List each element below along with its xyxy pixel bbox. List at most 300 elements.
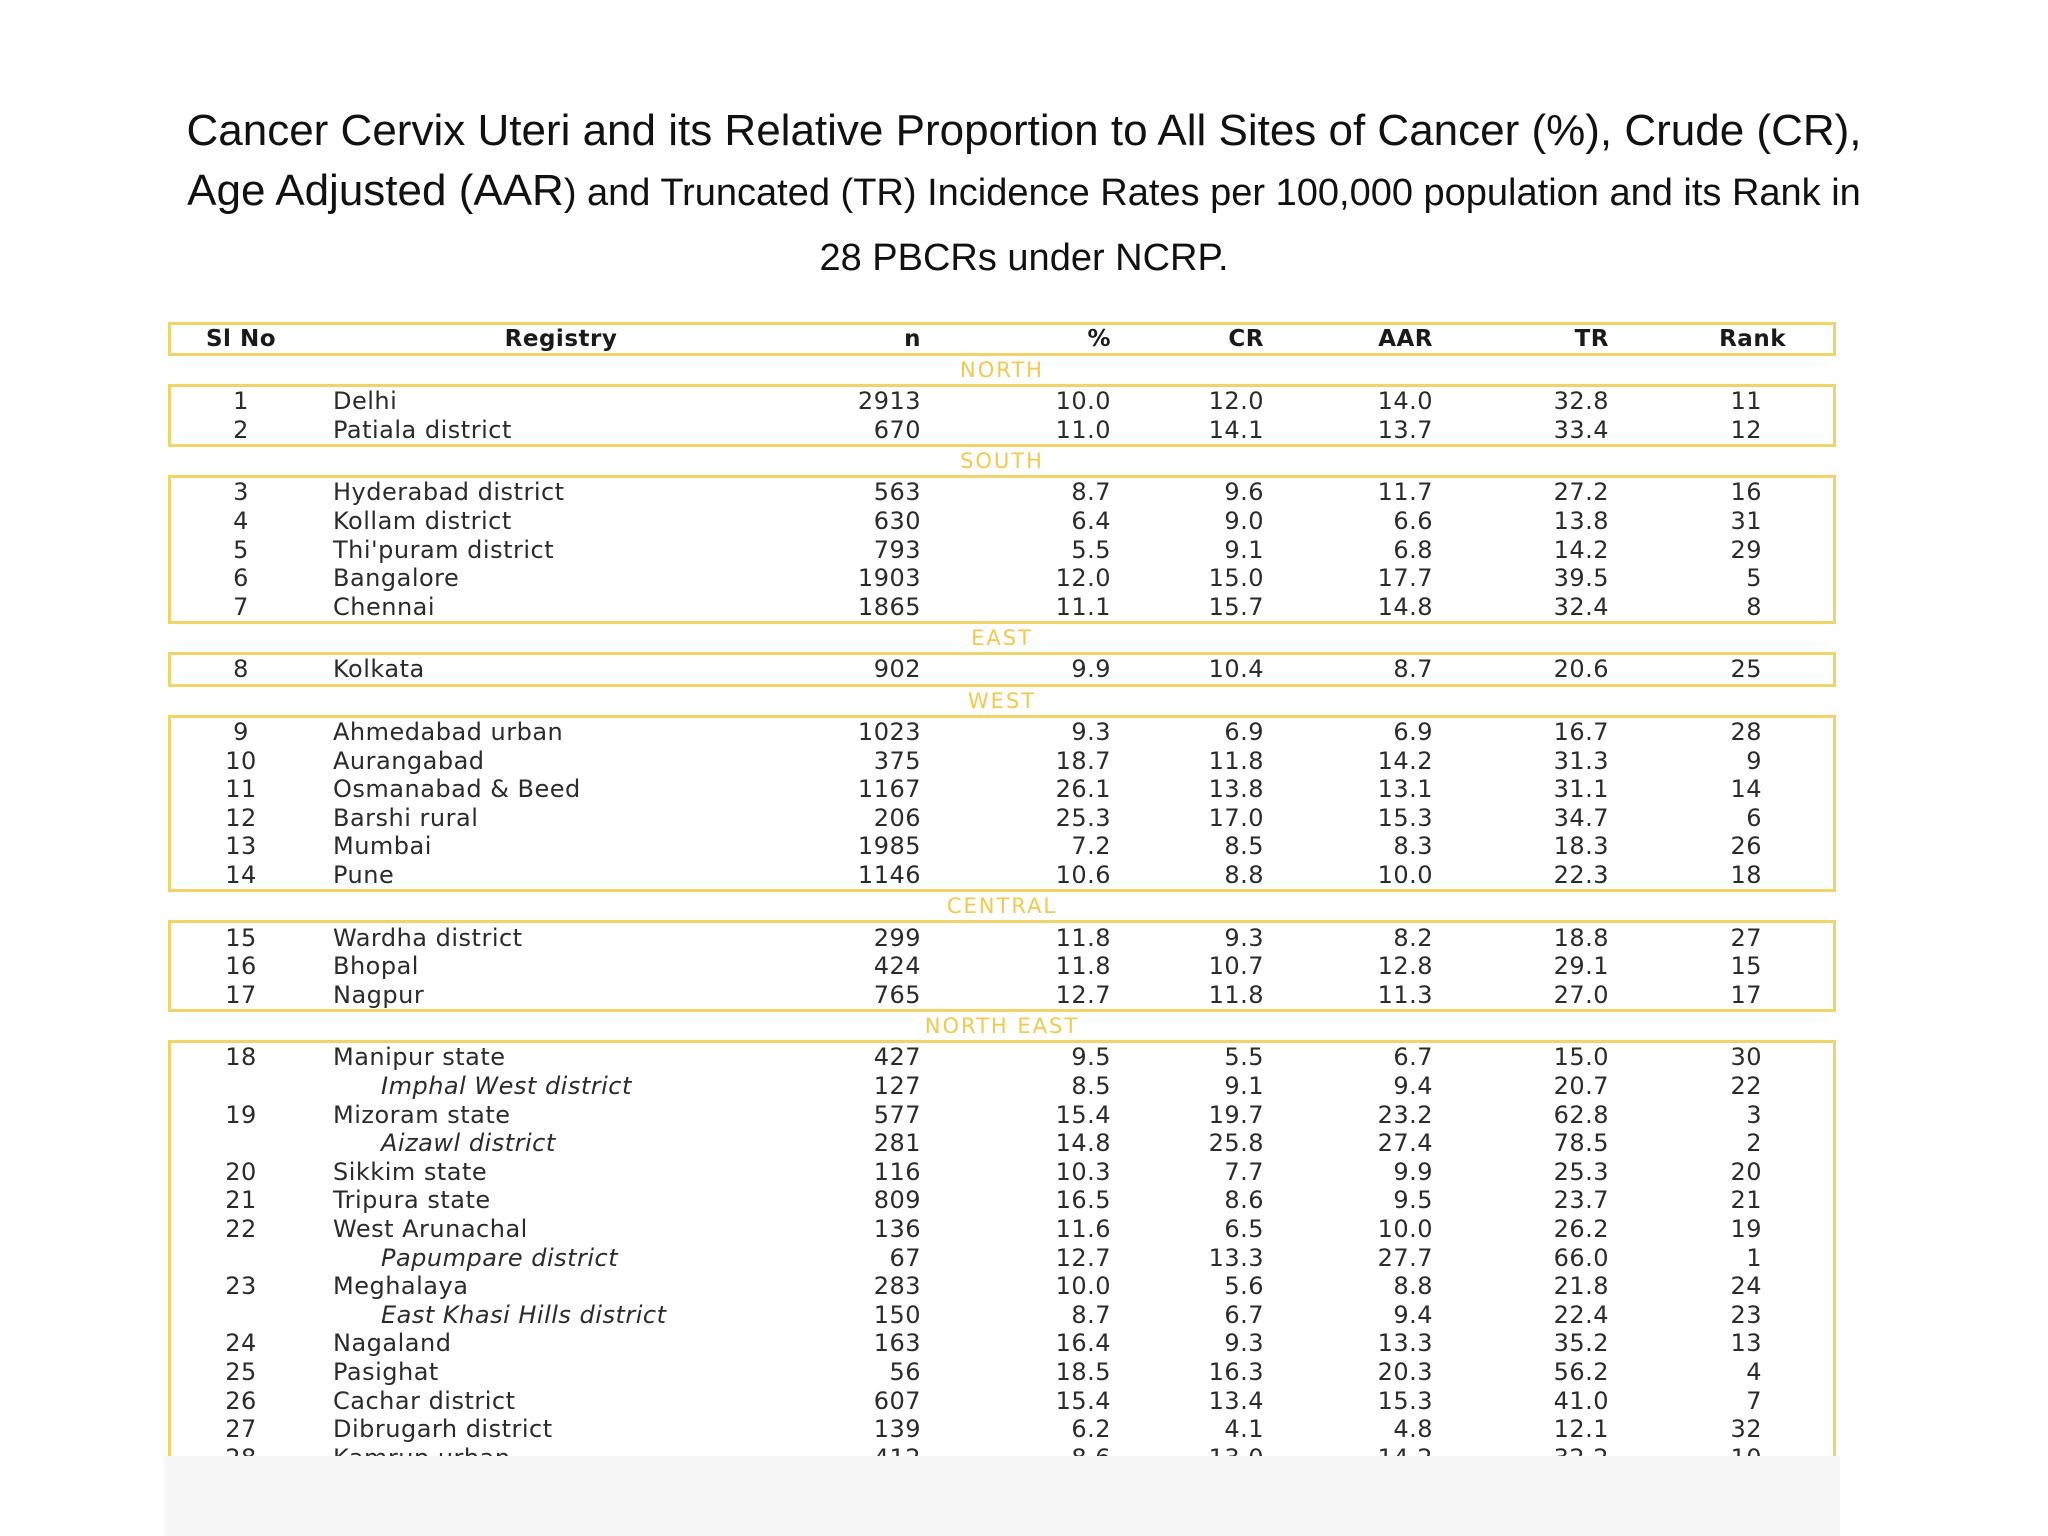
cell-sl-no: 3 xyxy=(233,478,249,507)
cell-tr: 34.7 xyxy=(1553,803,1609,832)
cell-aar: 8.8 xyxy=(1393,1272,1433,1301)
cell-sl-no: 4 xyxy=(233,507,249,536)
cell-sl-no: 27 xyxy=(225,1415,257,1444)
cell-n: 2913 xyxy=(857,387,921,416)
cell-tr: 16.7 xyxy=(1553,718,1609,747)
cell-cr: 8.6 xyxy=(1224,1186,1264,1215)
cell-tr: 32.4 xyxy=(1553,592,1609,621)
cell-percent: 9.9 xyxy=(1071,655,1111,684)
table-row xyxy=(171,1272,1833,1301)
cell-sl-no: 5 xyxy=(233,535,249,564)
cell-tr: 66.0 xyxy=(1553,1243,1609,1272)
title-line-2b: ) and Truncated (TR) Incidence Rates per 100,000 population and its Rank in xyxy=(563,172,1861,214)
cell-cr: 25.8 xyxy=(1208,1129,1264,1158)
cell-registry: Chennai xyxy=(333,592,436,621)
cell-sl-no: 13 xyxy=(225,832,257,861)
cell-rank: 28 xyxy=(1730,718,1762,747)
cell-cr: 9.1 xyxy=(1224,535,1264,564)
cell-aar: 23.2 xyxy=(1377,1100,1433,1129)
cell-registry: Hyderabad district xyxy=(333,478,565,507)
page-title xyxy=(100,100,1948,286)
cell-aar: 17.7 xyxy=(1377,564,1433,593)
cell-tr: 20.7 xyxy=(1553,1071,1609,1100)
table-row xyxy=(171,1329,1833,1358)
title-line-3: 28 PBCRs under NCRP. xyxy=(819,237,1229,279)
bottom-shade xyxy=(164,1456,1840,1536)
cell-percent: 10.0 xyxy=(1055,1272,1111,1301)
cell-cr: 15.7 xyxy=(1208,592,1264,621)
table-row xyxy=(171,952,1833,981)
cell-n: 127 xyxy=(873,1071,921,1100)
cell-sl-no: 23 xyxy=(225,1272,257,1301)
cell-aar: 9.4 xyxy=(1393,1071,1433,1100)
cell-rank: 26 xyxy=(1730,832,1762,861)
cell-rank: 31 xyxy=(1730,507,1762,536)
cell-percent: 18.7 xyxy=(1055,746,1111,775)
cell-tr: 62.8 xyxy=(1553,1100,1609,1129)
cell-n: 283 xyxy=(873,1272,921,1301)
cell-percent: 15.4 xyxy=(1055,1100,1111,1129)
cell-aar: 11.3 xyxy=(1377,980,1433,1009)
cell-registry: Meghalaya xyxy=(333,1272,469,1301)
table-row xyxy=(171,1386,1833,1415)
cell-tr: 39.5 xyxy=(1553,564,1609,593)
cell-cr: 19.7 xyxy=(1208,1100,1264,1129)
cell-aar: 15.3 xyxy=(1377,1386,1433,1415)
header-cr: CR xyxy=(1228,326,1264,352)
cell-registry: Sikkim state xyxy=(333,1157,488,1186)
region-group xyxy=(168,384,1836,447)
cell-percent: 6.4 xyxy=(1071,507,1111,536)
cell-aar: 6.6 xyxy=(1393,507,1433,536)
cell-n: 630 xyxy=(873,507,921,536)
cell-cr: 16.3 xyxy=(1208,1357,1264,1386)
cell-percent: 7.2 xyxy=(1071,832,1111,861)
cell-registry: Papumpare district xyxy=(381,1243,619,1272)
cell-n: 299 xyxy=(873,923,921,952)
cell-tr: 31.3 xyxy=(1553,746,1609,775)
header-row xyxy=(171,325,1833,353)
cell-sl-no: 10 xyxy=(225,746,257,775)
cell-percent: 16.4 xyxy=(1055,1329,1111,1358)
cell-tr: 25.3 xyxy=(1553,1157,1609,1186)
cell-cr: 7.7 xyxy=(1224,1157,1264,1186)
cell-percent: 16.5 xyxy=(1055,1186,1111,1215)
cell-cr: 9.6 xyxy=(1224,478,1264,507)
cell-rank: 22 xyxy=(1730,1071,1762,1100)
cell-tr: 13.8 xyxy=(1553,507,1609,536)
cell-rank: 27 xyxy=(1730,923,1762,952)
header-aar: AAR xyxy=(1378,326,1433,352)
cell-percent: 6.2 xyxy=(1071,1415,1111,1444)
cell-registry: Tripura state xyxy=(333,1186,491,1215)
table-row xyxy=(171,1186,1833,1215)
cell-registry: East Khasi Hills district xyxy=(381,1300,667,1329)
cell-percent: 11.6 xyxy=(1055,1214,1111,1243)
cell-rank: 11 xyxy=(1730,387,1762,416)
cell-n: 765 xyxy=(873,980,921,1009)
cell-sl-no: 15 xyxy=(225,923,257,952)
table-row xyxy=(171,1072,1833,1101)
cell-percent: 12.0 xyxy=(1055,564,1111,593)
cell-percent: 26.1 xyxy=(1055,775,1111,804)
table-row xyxy=(171,564,1833,593)
cell-registry: Bhopal xyxy=(333,952,419,981)
cell-aar: 15.3 xyxy=(1377,803,1433,832)
cell-aar: 12.8 xyxy=(1377,952,1433,981)
cell-sl-no: 24 xyxy=(225,1329,257,1358)
cell-rank: 20 xyxy=(1730,1157,1762,1186)
cell-percent: 11.8 xyxy=(1055,952,1111,981)
cell-n: 424 xyxy=(873,952,921,981)
cell-tr: 21.8 xyxy=(1553,1272,1609,1301)
cell-registry: Ahmedabad urban xyxy=(333,718,564,747)
cell-tr: 12.1 xyxy=(1553,1415,1609,1444)
cell-percent: 8.7 xyxy=(1071,1300,1111,1329)
cell-cr: 10.7 xyxy=(1208,952,1264,981)
cell-registry: Thi'puram district xyxy=(333,535,555,564)
cell-cr: 12.0 xyxy=(1208,387,1264,416)
cell-percent: 11.1 xyxy=(1055,592,1111,621)
cell-aar: 9.9 xyxy=(1393,1157,1433,1186)
region-label: NORTH xyxy=(960,358,1044,382)
cell-rank: 4 xyxy=(1746,1357,1762,1386)
cell-tr: 18.8 xyxy=(1553,923,1609,952)
cell-tr: 56.2 xyxy=(1553,1357,1609,1386)
cell-sl-no: 14 xyxy=(225,861,257,890)
cell-sl-no: 8 xyxy=(233,655,249,684)
table-row xyxy=(171,923,1833,952)
region-label: SOUTH xyxy=(960,449,1044,474)
cell-percent: 12.7 xyxy=(1055,980,1111,1009)
header-n: n xyxy=(904,326,921,352)
cell-percent: 10.0 xyxy=(1055,387,1111,416)
cell-n: 1903 xyxy=(857,564,921,593)
cell-rank: 19 xyxy=(1730,1214,1762,1243)
table-row xyxy=(171,478,1833,507)
cell-n: 281 xyxy=(873,1129,921,1158)
cell-registry: Wardha district xyxy=(333,923,523,952)
header-percent: % xyxy=(1087,326,1111,352)
table-row xyxy=(171,655,1833,684)
cell-tr: 41.0 xyxy=(1553,1386,1609,1415)
cell-aar: 9.4 xyxy=(1393,1300,1433,1329)
cell-rank: 14 xyxy=(1730,775,1762,804)
cell-rank: 5 xyxy=(1746,564,1762,593)
cell-registry: Nagaland xyxy=(333,1329,452,1358)
cell-registry: Kollam district xyxy=(333,507,512,536)
cell-n: 793 xyxy=(873,535,921,564)
cell-sl-no: 26 xyxy=(225,1386,257,1415)
cell-aar: 8.7 xyxy=(1393,655,1433,684)
header-rank: Rank xyxy=(1719,326,1786,352)
cell-aar: 14.2 xyxy=(1377,746,1433,775)
cell-aar: 6.8 xyxy=(1393,535,1433,564)
cell-registry: Delhi xyxy=(333,387,398,416)
cell-rank: 23 xyxy=(1730,1300,1762,1329)
cell-cr: 9.1 xyxy=(1224,1071,1264,1100)
cell-n: 139 xyxy=(873,1415,921,1444)
cell-registry: Cachar district xyxy=(333,1386,516,1415)
cell-percent: 8.5 xyxy=(1071,1071,1111,1100)
cell-aar: 8.3 xyxy=(1393,832,1433,861)
cell-aar: 11.7 xyxy=(1377,478,1433,507)
cell-sl-no: 22 xyxy=(225,1214,257,1243)
cell-rank: 8 xyxy=(1746,592,1762,621)
cell-n: 563 xyxy=(873,478,921,507)
region-group xyxy=(168,1040,1836,1475)
cell-rank: 7 xyxy=(1746,1386,1762,1415)
cell-tr: 33.4 xyxy=(1553,415,1609,444)
cell-percent: 9.5 xyxy=(1071,1043,1111,1072)
cell-registry: Dibrugarh district xyxy=(333,1415,553,1444)
cell-aar: 10.0 xyxy=(1377,1214,1433,1243)
cell-registry: Nagpur xyxy=(333,980,425,1009)
cell-tr: 27.0 xyxy=(1553,980,1609,1009)
cell-cr: 15.0 xyxy=(1208,564,1264,593)
cell-registry: Pasighat xyxy=(333,1357,439,1386)
cell-rank: 18 xyxy=(1730,861,1762,890)
cell-aar: 6.7 xyxy=(1393,1043,1433,1072)
cell-percent: 8.7 xyxy=(1071,478,1111,507)
cell-n: 150 xyxy=(873,1300,921,1329)
cell-n: 1023 xyxy=(857,718,921,747)
cell-registry: Bangalore xyxy=(333,564,460,593)
cell-aar: 14.0 xyxy=(1377,387,1433,416)
cell-cr: 13.3 xyxy=(1208,1243,1264,1272)
cell-sl-no: 25 xyxy=(225,1357,257,1386)
cell-n: 577 xyxy=(873,1100,921,1129)
table-row xyxy=(171,535,1833,564)
cell-rank: 29 xyxy=(1730,535,1762,564)
header-tr: TR xyxy=(1574,326,1609,352)
cell-rank: 6 xyxy=(1746,803,1762,832)
cell-tr: 18.3 xyxy=(1553,832,1609,861)
cell-rank: 2 xyxy=(1746,1129,1762,1158)
cell-aar: 14.8 xyxy=(1377,592,1433,621)
cell-percent: 9.3 xyxy=(1071,718,1111,747)
cell-cr: 6.9 xyxy=(1224,718,1264,747)
cell-registry: Kolkata xyxy=(333,655,425,684)
cell-sl-no: 19 xyxy=(225,1100,257,1129)
cell-tr: 14.2 xyxy=(1553,535,1609,564)
table-row xyxy=(171,832,1833,861)
cell-registry: Osmanabad & Beed xyxy=(333,775,581,804)
cell-n: 670 xyxy=(873,415,921,444)
cell-sl-no: 21 xyxy=(225,1186,257,1215)
cell-aar: 6.9 xyxy=(1393,718,1433,747)
cell-tr: 31.1 xyxy=(1553,775,1609,804)
header-registry: Registry xyxy=(504,326,618,352)
table-row xyxy=(171,1358,1833,1387)
table-row xyxy=(171,718,1833,747)
cell-sl-no: 1 xyxy=(233,387,249,416)
cell-percent: 14.8 xyxy=(1055,1129,1111,1158)
cell-cr: 6.5 xyxy=(1224,1214,1264,1243)
cell-n: 1865 xyxy=(857,592,921,621)
cell-percent: 5.5 xyxy=(1071,535,1111,564)
cell-rank: 9 xyxy=(1746,746,1762,775)
table-header xyxy=(168,322,1836,356)
cell-tr: 22.3 xyxy=(1553,861,1609,890)
cell-percent: 15.4 xyxy=(1055,1386,1111,1415)
cell-n: 427 xyxy=(873,1043,921,1072)
table-row xyxy=(171,507,1833,536)
cell-cr: 17.0 xyxy=(1208,803,1264,832)
cell-cr: 13.8 xyxy=(1208,775,1264,804)
cell-n: 1167 xyxy=(857,775,921,804)
cell-registry: Manipur state xyxy=(333,1043,506,1072)
cell-cr: 8.5 xyxy=(1224,832,1264,861)
table-row xyxy=(171,416,1833,445)
cell-rank: 32 xyxy=(1730,1415,1762,1444)
cell-cr: 11.8 xyxy=(1208,746,1264,775)
cell-n: 56 xyxy=(889,1357,921,1386)
cell-rank: 1 xyxy=(1746,1243,1762,1272)
table-row xyxy=(171,1215,1833,1244)
cell-percent: 12.7 xyxy=(1055,1243,1111,1272)
cell-percent: 11.8 xyxy=(1055,923,1111,952)
cell-registry: Barshi rural xyxy=(333,803,479,832)
cell-aar: 13.1 xyxy=(1377,775,1433,804)
cell-cr: 9.3 xyxy=(1224,1329,1264,1358)
cell-n: 116 xyxy=(873,1157,921,1186)
cell-n: 809 xyxy=(873,1186,921,1215)
region-group xyxy=(168,652,1836,687)
region-label: WEST xyxy=(967,688,1037,713)
cell-n: 375 xyxy=(873,746,921,775)
table-row xyxy=(171,1157,1833,1186)
cell-sl-no: 7 xyxy=(233,592,249,621)
cell-rank: 21 xyxy=(1730,1186,1762,1215)
cell-cr: 4.1 xyxy=(1224,1415,1264,1444)
title-line-1: Cancer Cervix Uteri and its Relative Proportion to All Sites of Cancer (%), Crude (CR), xyxy=(186,106,1862,155)
region-label: CENTRAL xyxy=(946,894,1058,919)
cell-registry: West Arunachal xyxy=(333,1214,528,1243)
cell-n: 67 xyxy=(889,1243,921,1272)
cell-cr: 11.8 xyxy=(1208,980,1264,1009)
cell-tr: 23.7 xyxy=(1553,1186,1609,1215)
cell-cr: 9.3 xyxy=(1224,923,1264,952)
table-row xyxy=(171,1043,1833,1072)
cell-sl-no: 9 xyxy=(233,718,249,747)
table-row xyxy=(171,1100,1833,1129)
cell-sl-no: 16 xyxy=(225,952,257,981)
cell-rank: 12 xyxy=(1730,415,1762,444)
cell-cr: 9.0 xyxy=(1224,507,1264,536)
cell-aar: 20.3 xyxy=(1377,1357,1433,1386)
title-line-2a: Age Adjusted (AAR xyxy=(187,166,564,215)
cell-rank: 15 xyxy=(1730,952,1762,981)
cell-cr: 13.4 xyxy=(1208,1386,1264,1415)
cell-registry: Mumbai xyxy=(333,832,432,861)
table-row xyxy=(171,1243,1833,1272)
cell-percent: 10.6 xyxy=(1055,861,1111,890)
region-label: NORTH EAST xyxy=(924,1014,1080,1039)
table-row xyxy=(171,746,1833,775)
cell-aar: 27.4 xyxy=(1377,1129,1433,1158)
cell-sl-no: 2 xyxy=(233,415,249,444)
cell-cr: 5.6 xyxy=(1224,1272,1264,1301)
cell-sl-no: 6 xyxy=(233,564,249,593)
cell-n: 902 xyxy=(873,655,921,684)
cell-tr: 27.2 xyxy=(1553,478,1609,507)
cell-n: 136 xyxy=(873,1214,921,1243)
cell-aar: 10.0 xyxy=(1377,861,1433,890)
cell-tr: 26.2 xyxy=(1553,1214,1609,1243)
cell-tr: 78.5 xyxy=(1553,1129,1609,1158)
region-label: EAST xyxy=(971,626,1033,651)
cell-sl-no: 11 xyxy=(225,775,257,804)
cell-registry: Mizoram state xyxy=(333,1100,511,1129)
cell-rank: 30 xyxy=(1730,1043,1762,1072)
cell-registry: Imphal West district xyxy=(381,1071,632,1100)
title-line-2 xyxy=(100,162,1948,230)
cell-registry: Aurangabad xyxy=(333,746,485,775)
table-row xyxy=(171,981,1833,1010)
cell-aar: 13.3 xyxy=(1377,1329,1433,1358)
cell-tr: 29.1 xyxy=(1553,952,1609,981)
region-group xyxy=(168,920,1836,1012)
cell-rank: 24 xyxy=(1730,1272,1762,1301)
table-row xyxy=(171,1129,1833,1158)
cell-aar: 4.8 xyxy=(1393,1415,1433,1444)
table-row xyxy=(171,1300,1833,1329)
cell-percent: 18.5 xyxy=(1055,1357,1111,1386)
cell-cr: 10.4 xyxy=(1208,655,1264,684)
cell-tr: 20.6 xyxy=(1553,655,1609,684)
cell-sl-no: 12 xyxy=(225,803,257,832)
table-row xyxy=(171,387,1833,416)
cell-tr: 22.4 xyxy=(1553,1300,1609,1329)
cell-registry: Aizawl district xyxy=(381,1129,556,1158)
table-row xyxy=(171,593,1833,622)
cell-n: 607 xyxy=(873,1386,921,1415)
incidence-table xyxy=(168,322,1836,1475)
cell-n: 1985 xyxy=(857,832,921,861)
region-group xyxy=(168,715,1836,893)
cell-rank: 25 xyxy=(1730,655,1762,684)
region-group xyxy=(168,475,1836,624)
cell-aar: 8.2 xyxy=(1393,923,1433,952)
cell-sl-no: 18 xyxy=(225,1043,257,1072)
table-row xyxy=(171,775,1833,804)
table-row xyxy=(171,804,1833,833)
cell-cr: 6.7 xyxy=(1224,1300,1264,1329)
cell-aar: 27.7 xyxy=(1377,1243,1433,1272)
cell-rank: 16 xyxy=(1730,478,1762,507)
cell-aar: 9.5 xyxy=(1393,1186,1433,1215)
cell-tr: 35.2 xyxy=(1553,1329,1609,1358)
cell-percent: 10.3 xyxy=(1055,1157,1111,1186)
cell-tr: 15.0 xyxy=(1553,1043,1609,1072)
cell-n: 163 xyxy=(873,1329,921,1358)
cell-rank: 3 xyxy=(1746,1100,1762,1129)
cell-tr: 32.8 xyxy=(1553,387,1609,416)
cell-sl-no: 20 xyxy=(225,1157,257,1186)
table-row xyxy=(171,1415,1833,1444)
cell-rank: 13 xyxy=(1730,1329,1762,1358)
cell-aar: 13.7 xyxy=(1377,415,1433,444)
cell-registry: Pune xyxy=(333,861,395,890)
cell-n: 206 xyxy=(873,803,921,832)
table-row xyxy=(171,861,1833,890)
cell-percent: 11.0 xyxy=(1055,415,1111,444)
cell-sl-no: 17 xyxy=(225,980,257,1009)
cell-registry: Patiala district xyxy=(333,415,512,444)
cell-n: 1146 xyxy=(857,861,921,890)
cell-cr: 14.1 xyxy=(1208,415,1264,444)
